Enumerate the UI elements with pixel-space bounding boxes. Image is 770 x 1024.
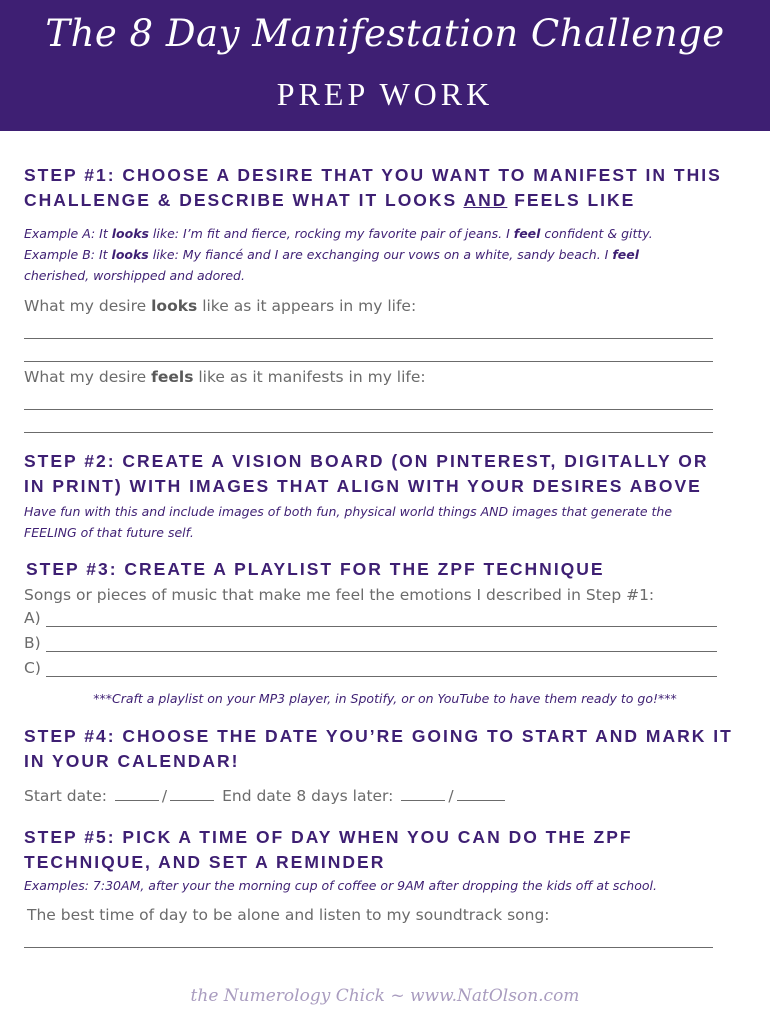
example-b-mid: like: My fiancé and I are exchanging our vows on a white, sandy beach. I xyxy=(148,247,613,262)
step1-heading-and: AND xyxy=(463,190,508,210)
end-date-slash: / xyxy=(448,787,454,805)
example-b-pre: Example B: It xyxy=(24,247,112,262)
step5-prompt: The best time of day to be alone and listen to my soundtrack song: xyxy=(27,906,550,924)
step1-heading-line1: STEP #1: CHOOSE A DESIRE THAT YOU WANT TO MANIFEST IN THIS xyxy=(24,165,722,185)
page-subtitle: PREP WORK xyxy=(276,76,494,112)
example-a-looks: looks xyxy=(111,226,149,241)
feels-answer-line-1[interactable] xyxy=(24,409,713,410)
start-day-blank[interactable] xyxy=(170,788,214,801)
step4-heading-line1: STEP #4: CHOOSE THE DATE YOU’RE GOING TO START AND MARK IT xyxy=(24,726,733,746)
step4-heading-line2: IN YOUR CALENDAR! xyxy=(24,751,240,771)
time-answer-line[interactable] xyxy=(24,947,713,948)
step5-heading-line1: STEP #5: PICK A TIME OF DAY WHEN YOU CAN DO THE ZPF xyxy=(24,827,633,847)
looks-prompt-pre: What my desire xyxy=(24,297,152,315)
end-month-blank[interactable] xyxy=(401,788,445,801)
step2-heading xyxy=(24,449,744,499)
feels-prompt-bold: feels xyxy=(151,368,194,386)
step1-heading-line2-pre: CHALLENGE & DESCRIBE WHAT IT LOOKS xyxy=(24,190,464,210)
option-b-label: B) xyxy=(24,634,41,652)
step1-examples xyxy=(24,223,744,286)
step1-heading-line2 xyxy=(24,188,744,213)
feels-prompt-pre: What my desire xyxy=(24,368,152,386)
step2-desc-line2: FEELING of that future self. xyxy=(24,525,194,540)
example-b-line2: cherished, worshipped and adored. xyxy=(24,268,245,283)
footer-signature: the Numerology Chick ~ www.NatOlson.com xyxy=(190,986,580,1006)
step1-heading xyxy=(24,163,744,213)
step2-heading-line2: IN PRINT) WITH IMAGES THAT ALIGN WITH YOUR DESIRES ABOVE xyxy=(24,476,702,496)
page-title: The 8 Day Manifestation Challenge xyxy=(45,12,725,55)
example-b xyxy=(24,244,744,265)
page-header xyxy=(0,0,770,131)
step2-description xyxy=(24,501,744,543)
step5-heading xyxy=(24,825,744,875)
feels-prompt xyxy=(24,366,744,388)
step2-heading-line1: STEP #2: CREATE A VISION BOARD (ON PINTEREST, DIGITALLY OR xyxy=(24,451,709,471)
looks-prompt xyxy=(24,295,744,317)
start-date-slash: / xyxy=(161,787,168,805)
option-b-line[interactable] xyxy=(46,651,717,652)
playlist-note: ***Craft a playlist on your MP3 player, in Spotify, or on YouTube to have them ready to go!*** xyxy=(93,691,677,706)
example-b-looks: looks xyxy=(111,247,149,262)
option-c-label: C) xyxy=(24,659,41,677)
step4-heading xyxy=(24,724,744,774)
step1-heading-line2-post: FEELS LIKE xyxy=(507,190,636,210)
option-c-line[interactable] xyxy=(46,676,717,677)
example-a-pre: Example A: It xyxy=(24,226,112,241)
option-a-label: A) xyxy=(24,609,41,627)
example-a-post: confident & gitty. xyxy=(540,226,653,241)
feels-prompt-post: like as it manifests in my life: xyxy=(193,368,426,386)
step5-examples: Examples: 7:30AM, after your the morning cup of coffee or 9AM after dropping the kids off at school. xyxy=(24,878,657,893)
looks-prompt-bold: looks xyxy=(151,297,198,315)
step3-heading: STEP #3: CREATE A PLAYLIST FOR THE ZPF TECHNIQUE xyxy=(26,559,605,579)
looks-prompt-post: like as it appears in my life: xyxy=(197,297,417,315)
end-day-blank[interactable] xyxy=(457,788,505,801)
step3-prompt: Songs or pieces of music that make me feel the emotions I described in Step #1: xyxy=(24,586,655,604)
example-a-mid: like: I’m fit and fierce, rocking my favorite pair of jeans. I xyxy=(148,226,514,241)
start-month-blank[interactable] xyxy=(115,788,159,801)
option-a-line[interactable] xyxy=(46,626,717,627)
step2-desc-line1: Have fun with this and include images of both fun, physical world things AND images that generate the xyxy=(24,504,673,519)
example-a-feel: feel xyxy=(513,226,541,241)
end-date-label: End date 8 days later: xyxy=(222,787,394,805)
date-row xyxy=(24,785,744,807)
looks-answer-line-1[interactable] xyxy=(24,338,713,339)
looks-answer-line-2[interactable] xyxy=(24,361,713,362)
example-b-feel: feel xyxy=(612,247,639,262)
start-date-label: Start date: xyxy=(24,787,107,805)
example-a xyxy=(24,223,744,244)
step5-heading-line2: TECHNIQUE, AND SET A REMINDER xyxy=(24,852,386,872)
feels-answer-line-2[interactable] xyxy=(24,432,713,433)
